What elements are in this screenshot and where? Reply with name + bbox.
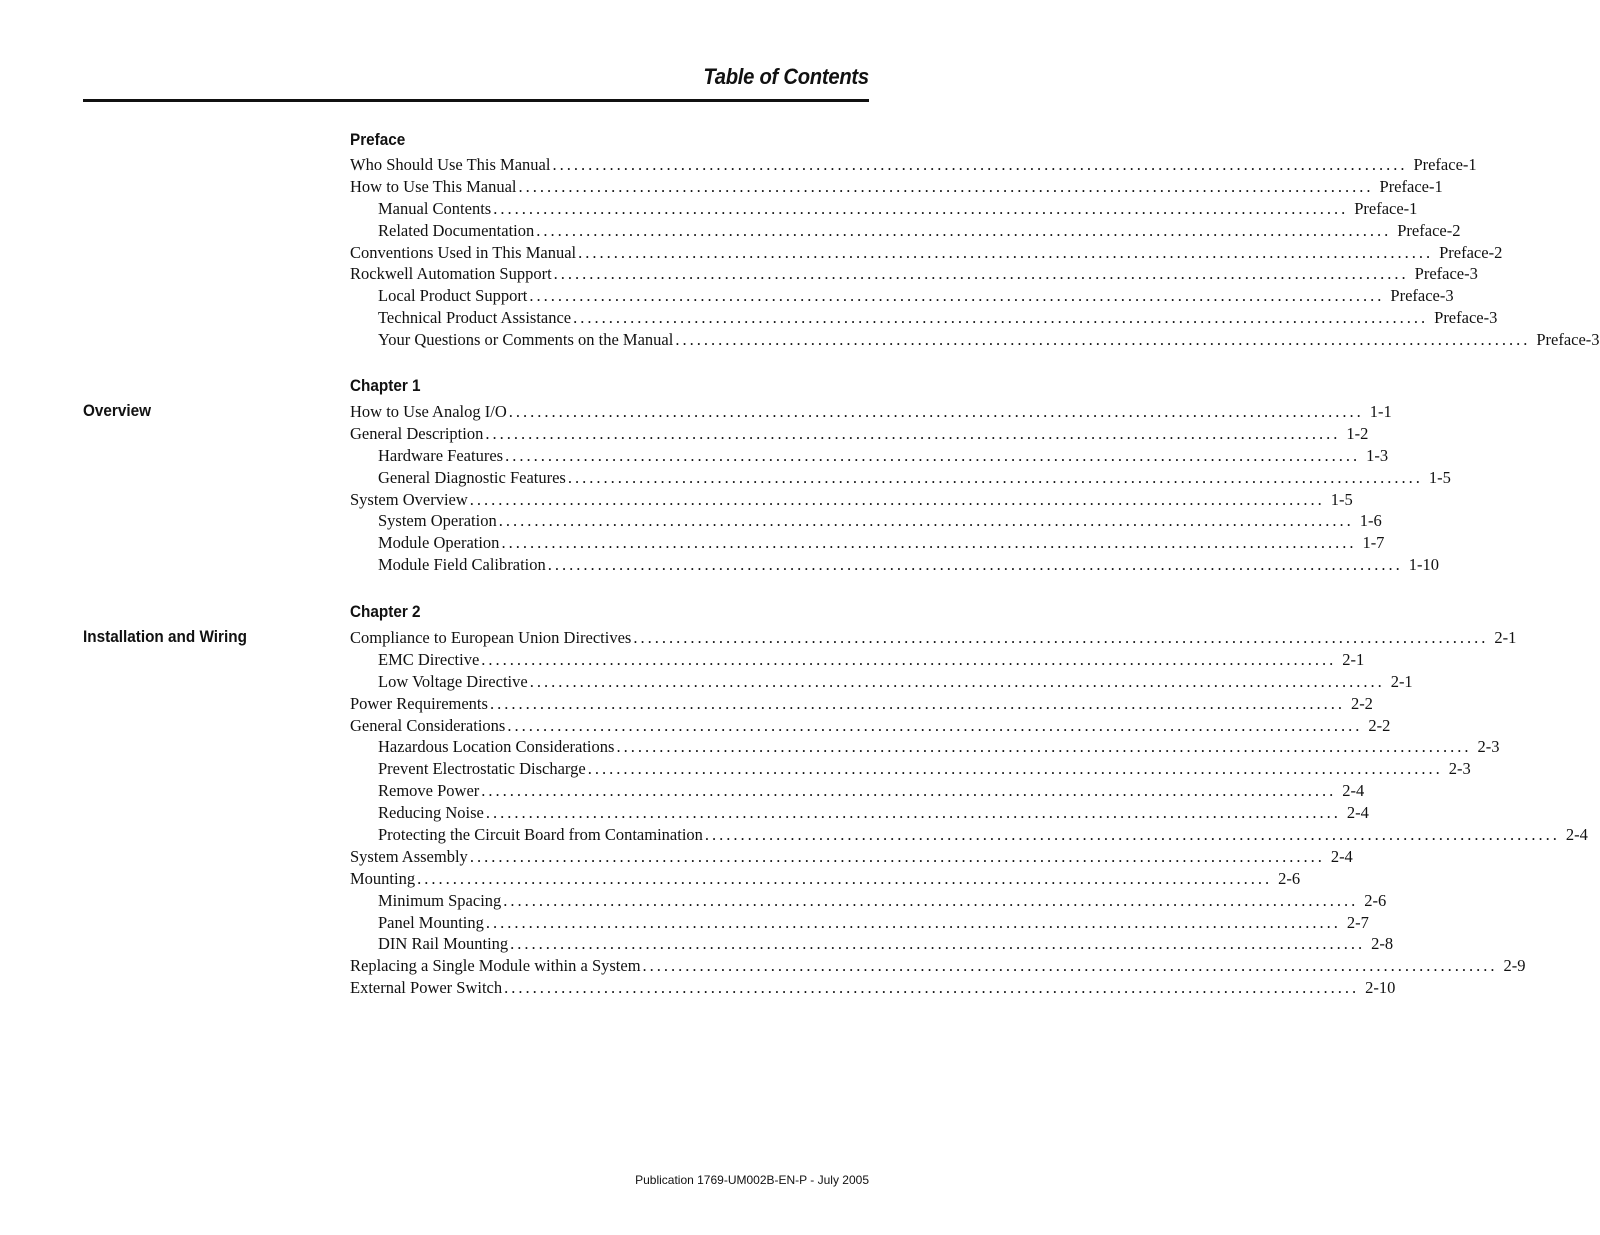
toc-entry-text: Related Documentation [378, 220, 535, 240]
toc-entry-text: DIN Rail Mounting [378, 934, 509, 954]
toc-entry-text: Hardware Features [378, 445, 504, 465]
toc-entry-text: Minimum Spacing [378, 890, 502, 910]
toc-entry-text: Power Requirements [350, 693, 488, 713]
dot-leader: ........................................................................................................................ [469, 489, 1325, 509]
toc-entry[interactable] [350, 220, 1461, 242]
toc-entry[interactable] [350, 285, 1454, 307]
toc-entry-page: 2-2 [1368, 715, 1391, 735]
toc-entry-text: Who Should Use This Manual [350, 155, 551, 174]
toc-entry[interactable] [350, 329, 1600, 351]
dot-leader: ........................................................................................................................ [481, 649, 1337, 669]
toc-entries [350, 401, 1451, 576]
toc-entry[interactable] [350, 627, 1517, 649]
toc-entry-text: System Assembly [350, 846, 468, 866]
toc-entry[interactable] [350, 263, 1478, 285]
toc-entry-page: 2-1 [1494, 628, 1517, 647]
toc-entry-text: How to Use This Manual [350, 176, 517, 196]
toc-entry-page: 2-3 [1448, 759, 1471, 779]
toc-entry[interactable] [350, 307, 1498, 329]
dot-leader: ........................................................................................................................ [504, 978, 1360, 998]
toc-entry[interactable] [350, 467, 1451, 489]
dot-leader: ........................................................................................................................ [503, 890, 1359, 910]
toc-entry[interactable] [350, 423, 1369, 445]
toc-entry-text: Protecting the Circuit Board from Contamination [378, 825, 703, 845]
toc-entry[interactable] [350, 977, 1396, 999]
dot-leader: ........................................................................................................................ [481, 781, 1337, 801]
toc-entry-page: 2-4 [1565, 825, 1588, 845]
toc-entry[interactable] [350, 715, 1391, 737]
toc-entry-text: Module Field Calibration [378, 555, 546, 575]
dot-leader: ........................................................................................................................ [529, 286, 1385, 306]
dot-leader: ........................................................................................................................ [417, 868, 1273, 888]
toc-entry-text: How to Use Analog I/O [350, 402, 507, 421]
toc-entry-text: External Power Switch [350, 978, 503, 998]
title-rule [83, 99, 869, 102]
dot-leader: ........................................................................................................................ [507, 715, 1363, 735]
toc-entry[interactable] [350, 154, 1477, 176]
section-heading: Chapter 1 [350, 376, 421, 395]
toc-entry[interactable] [350, 532, 1385, 554]
toc-entry-page: 2-6 [1278, 868, 1301, 888]
toc-entries [350, 627, 1588, 999]
dot-leader: ........................................................................................................................ [642, 956, 1498, 976]
toc-entry-page: 2-3 [1477, 737, 1500, 757]
publication-footer: Publication 1769-UM002B-EN-P - July 2005 [635, 1173, 869, 1187]
toc-entry-text: System Operation [378, 511, 497, 531]
dot-leader: ........................................................................................................................ [498, 511, 1354, 531]
toc-entry[interactable] [350, 489, 1353, 511]
dot-leader: ........................................................................................................................ [469, 846, 1325, 866]
toc-entry-text: Manual Contents [378, 198, 492, 218]
toc-entry-page: 2-7 [1346, 912, 1369, 932]
toc-entry-text: Technical Product Assistance [378, 308, 572, 328]
toc-entry-page: 1-2 [1346, 423, 1369, 443]
toc-entry-text: System Overview [350, 489, 468, 509]
dot-leader: ........................................................................................................................ [501, 533, 1357, 553]
toc-entry-page: Preface-3 [1536, 330, 1600, 350]
toc-entry[interactable] [350, 736, 1500, 758]
toc-entry-page: 1-7 [1362, 533, 1385, 553]
toc-entry-page: 2-2 [1350, 693, 1373, 713]
toc-entry[interactable] [350, 933, 1394, 955]
toc-entry-text: Your Questions or Comments on the Manual [378, 330, 674, 350]
page-title: Table of Contents [703, 64, 869, 89]
dot-leader: ........................................................................................................................ [510, 934, 1366, 954]
toc-entry[interactable] [350, 649, 1365, 671]
toc-entry-page: 2-6 [1364, 890, 1387, 910]
toc-entry-text: Replacing a Single Module within a System [350, 956, 641, 976]
toc-entry-page: 2-4 [1346, 803, 1369, 823]
toc-entry[interactable] [350, 846, 1353, 868]
dot-leader: ........................................................................................................................ [518, 176, 1374, 196]
toc-entry[interactable] [350, 868, 1301, 890]
dot-leader: ........................................................................................................................ [489, 693, 1345, 713]
toc-entry-page: 1-5 [1330, 489, 1353, 509]
dot-leader: ........................................................................................................................ [508, 402, 1364, 421]
dot-leader: ........................................................................................................................ [578, 242, 1434, 262]
toc-entry-text: Local Product Support [378, 286, 528, 306]
toc-entry-text: Rockwell Automation Support [350, 264, 552, 284]
chapter-title: Overview [83, 401, 152, 420]
toc-entry-page: Preface-2 [1439, 242, 1503, 262]
toc-entry[interactable] [350, 824, 1588, 846]
dot-leader: ........................................................................................................................ [704, 825, 1560, 845]
dot-leader: ........................................................................................................................ [552, 155, 1408, 174]
dot-leader: ........................................................................................................................ [505, 445, 1361, 465]
toc-entry-page: 2-4 [1330, 846, 1353, 866]
toc-entry-text: Reducing Noise [378, 803, 484, 823]
toc-entry[interactable] [350, 802, 1369, 824]
section-heading: Chapter 2 [350, 602, 421, 621]
toc-entry-text: Remove Power [378, 781, 480, 801]
dot-leader: ........................................................................................................................ [485, 912, 1341, 932]
toc-entry-text: Mounting [350, 868, 416, 888]
dot-leader: ........................................................................................................................ [493, 198, 1349, 218]
dot-leader: ........................................................................................................................ [587, 759, 1443, 779]
dot-leader: ........................................................................................................................ [553, 264, 1409, 284]
section-heading: Preface [350, 130, 406, 149]
toc-entry-text: Low Voltage Directive [378, 671, 528, 691]
dot-leader: ........................................................................................................................ [616, 737, 1472, 757]
dot-leader: ........................................................................................................................ [547, 555, 1403, 575]
toc-entry-text: Compliance to European Union Directives [350, 628, 632, 647]
toc-entry[interactable] [350, 510, 1382, 532]
toc-entry[interactable] [350, 693, 1373, 715]
toc-entry-text: Hazardous Location Considerations [378, 737, 615, 757]
toc-entry-page: Preface-1 [1413, 155, 1477, 174]
toc-entry-text: Prevent Electrostatic Discharge [378, 759, 586, 779]
toc-entry-page: 2-4 [1342, 781, 1365, 801]
toc-entry-page: Preface-1 [1379, 176, 1443, 196]
dot-leader: ........................................................................................................................ [529, 671, 1385, 691]
toc-entry-page: Preface-1 [1354, 198, 1418, 218]
toc-entry-page: 2-9 [1503, 956, 1526, 976]
toc-entry-page: 1-1 [1369, 402, 1392, 421]
toc-entry-text: Panel Mounting [378, 912, 484, 932]
dot-leader: ........................................................................................................................ [573, 308, 1429, 328]
toc-entry-page: 2-8 [1371, 934, 1394, 954]
dot-leader: ........................................................................................................................ [567, 467, 1423, 487]
dot-leader: ........................................................................................................................ [485, 803, 1341, 823]
toc-entry-page: 1-5 [1428, 467, 1451, 487]
toc-entry[interactable] [350, 890, 1387, 912]
toc-entry[interactable] [350, 780, 1365, 802]
toc-entry-text: Module Operation [378, 533, 500, 553]
toc-entries [350, 154, 1600, 351]
toc-entry-page: 2-1 [1390, 671, 1413, 691]
toc-entry[interactable] [350, 955, 1526, 977]
toc-entry[interactable] [350, 242, 1503, 264]
toc-entry[interactable] [350, 445, 1389, 467]
toc-entry-page: Preface-2 [1397, 220, 1461, 240]
toc-entry-page: Preface-3 [1434, 308, 1498, 328]
chapter-title: Installation and Wiring [83, 627, 247, 646]
dot-leader: ........................................................................................................................ [485, 423, 1341, 443]
toc-entry-page: 2-10 [1365, 978, 1396, 998]
toc-entry-page: 1-10 [1408, 555, 1439, 575]
dot-leader: ........................................................................................................................ [675, 330, 1531, 350]
toc-entry[interactable] [350, 671, 1413, 693]
toc-entry[interactable] [350, 758, 1471, 780]
toc-entry[interactable] [350, 198, 1418, 220]
toc-entry-page: 1-3 [1366, 445, 1389, 465]
toc-entry-text: General Description [350, 423, 484, 443]
toc-entry-page: Preface-3 [1390, 286, 1454, 306]
toc-entry[interactable] [350, 912, 1369, 934]
toc-entry[interactable] [350, 401, 1392, 423]
toc-entry[interactable] [350, 176, 1443, 198]
toc-entry-page: Preface-3 [1414, 264, 1478, 284]
toc-entry-page: 1-6 [1359, 511, 1382, 531]
toc-entry-page: 2-1 [1342, 649, 1365, 669]
toc-entry-text: General Diagnostic Features [378, 467, 566, 487]
toc-entry[interactable] [350, 554, 1439, 576]
toc-entry-text: Conventions Used in This Manual [350, 242, 577, 262]
toc-entry-text: General Considerations [350, 715, 506, 735]
dot-leader: ........................................................................................................................ [633, 628, 1489, 647]
toc-entry-text: EMC Directive [378, 649, 480, 669]
dot-leader: ........................................................................................................................ [536, 220, 1392, 240]
